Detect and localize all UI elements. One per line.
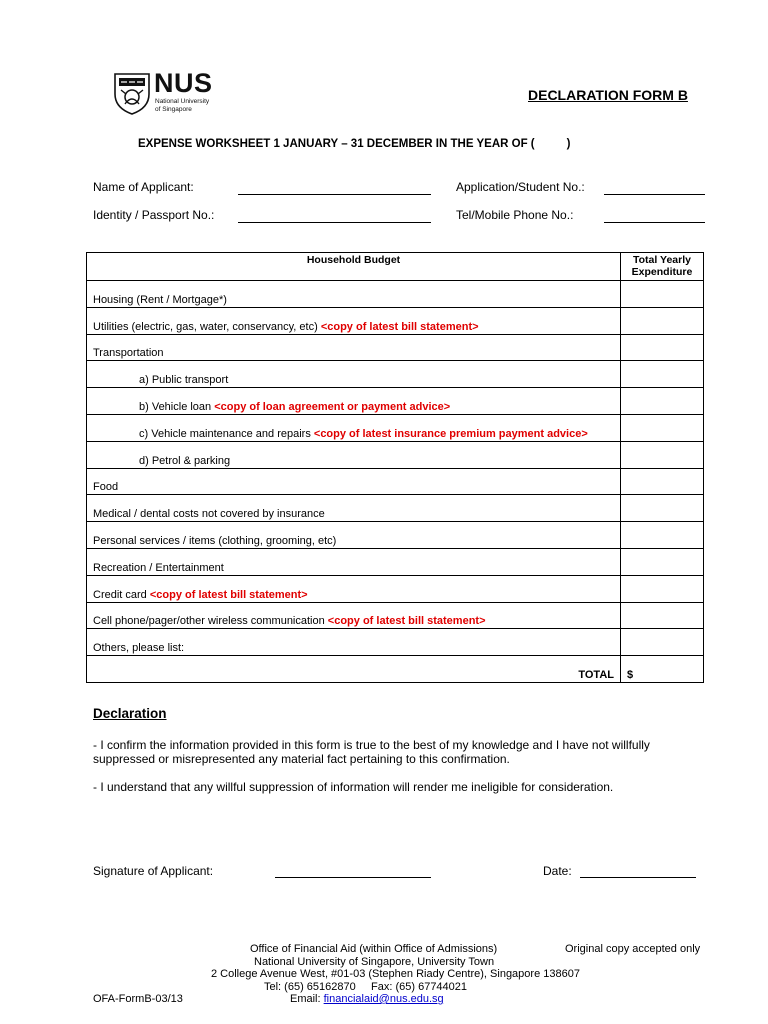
document-note: <copy of latest bill statement> bbox=[320, 320, 479, 333]
table-row bbox=[87, 388, 704, 415]
row-label: Medical / dental costs not covered by insurance bbox=[87, 495, 621, 522]
table-header-row bbox=[87, 253, 704, 281]
amount-cell[interactable] bbox=[621, 575, 704, 602]
amount-cell[interactable] bbox=[621, 414, 704, 441]
declaration-para-1: - I confirm the information provided in this form is true to the best of my knowledge and I have not willfully suppressed or misrepresented any material fact pertaining to this confirmation. bbox=[93, 738, 650, 766]
application-no-field[interactable] bbox=[604, 194, 705, 195]
amount-cell[interactable] bbox=[621, 522, 704, 549]
footer-university: National University of Singapore, University Town bbox=[254, 956, 495, 968]
nus-logo bbox=[113, 70, 223, 118]
amount-cell[interactable] bbox=[621, 548, 704, 575]
amount-cell[interactable] bbox=[621, 441, 704, 468]
footer-office: Office of Financial Aid (within Office of Admissions) bbox=[250, 943, 498, 955]
row-label: c) Vehicle maintenance and repairs <copy of latest insurance premium payment advice> bbox=[87, 414, 621, 441]
total-label: TOTAL bbox=[87, 656, 621, 683]
applicant-name-label: Name of Applicant: bbox=[93, 180, 194, 194]
row-label: Personal services / items (clothing, grooming, etc) bbox=[87, 522, 621, 549]
amount-cell[interactable] bbox=[621, 307, 704, 334]
footer-tel-fax: Tel: (65) 65162870 Fax: (65) 67744021 bbox=[264, 981, 468, 993]
table-row bbox=[87, 629, 704, 656]
document-note: <copy of loan agreement or payment advice> bbox=[214, 400, 451, 413]
table-row bbox=[87, 522, 704, 549]
amount-cell[interactable] bbox=[621, 495, 704, 522]
row-label: Food bbox=[87, 468, 621, 495]
row-label: b) Vehicle loan <copy of loan agreement or payment advice> bbox=[87, 388, 621, 415]
logo-subtitle: National University of Singapore bbox=[155, 98, 210, 113]
nus-crest-icon bbox=[113, 72, 151, 116]
amount-cell[interactable] bbox=[621, 468, 704, 495]
table-row bbox=[87, 495, 704, 522]
footer-email: Email: financialaid@nus.edu.sg bbox=[290, 993, 444, 1005]
phone-no-label: Tel/Mobile Phone No.: bbox=[456, 208, 574, 222]
date-field[interactable] bbox=[580, 877, 696, 878]
table-row bbox=[87, 414, 704, 441]
total-yearly-header: Total Yearly Expenditure bbox=[621, 253, 704, 281]
row-label: a) Public transport bbox=[87, 361, 621, 388]
amount-cell[interactable] bbox=[621, 629, 704, 656]
application-no-label: Application/Student No.: bbox=[456, 180, 585, 194]
applicant-name-field[interactable] bbox=[238, 194, 431, 195]
declaration-para-2: - I understand that any willful suppression of information will render me ineligible for consideration. bbox=[93, 780, 614, 794]
amount-cell[interactable] bbox=[621, 334, 704, 361]
total-amount-cell[interactable]: $ bbox=[621, 656, 704, 683]
amount-cell[interactable] bbox=[621, 602, 704, 629]
row-label: Cell phone/pager/other wireless communication <copy of latest bill statement> bbox=[87, 602, 621, 629]
date-label: Date: bbox=[543, 864, 572, 878]
table-row bbox=[87, 468, 704, 495]
document-note: <copy of latest bill statement> bbox=[149, 588, 308, 601]
table-row bbox=[87, 441, 704, 468]
table-row bbox=[87, 334, 704, 361]
table-row bbox=[87, 361, 704, 388]
total-row bbox=[87, 656, 704, 683]
row-label: Recreation / Entertainment bbox=[87, 548, 621, 575]
signature-field[interactable] bbox=[275, 877, 431, 878]
form-title: DECLARATION FORM B bbox=[528, 87, 688, 103]
phone-no-field[interactable] bbox=[604, 222, 705, 223]
row-label: Utilities (electric, gas, water, conservancy, etc) <copy of latest bill statement> bbox=[87, 307, 621, 334]
row-label: Housing (Rent / Mortgage*) bbox=[87, 281, 621, 308]
table-row bbox=[87, 575, 704, 602]
household-budget-table bbox=[86, 252, 704, 683]
signature-label: Signature of Applicant: bbox=[93, 864, 214, 878]
amount-cell[interactable] bbox=[621, 361, 704, 388]
footer-address: 2 College Avenue West, #01-03 (Stephen Riady Centre), Singapore 138607 bbox=[211, 968, 580, 980]
footer-form-code: OFA-FormB-03/13 bbox=[93, 993, 183, 1005]
table-row bbox=[87, 548, 704, 575]
document-note: <copy of latest insurance premium payment advice> bbox=[313, 427, 588, 440]
worksheet-title: EXPENSE WORKSHEET 1 JANUARY – 31 DECEMBER IN THE YEAR OF ( ) bbox=[138, 138, 571, 150]
row-label: Transportation bbox=[87, 334, 621, 361]
document-note: <copy of latest bill statement> bbox=[327, 615, 486, 628]
row-label: Credit card <copy of latest bill statement> bbox=[87, 575, 621, 602]
identity-no-field[interactable] bbox=[238, 222, 431, 223]
declaration-title: Declaration bbox=[93, 706, 167, 721]
amount-cell[interactable] bbox=[621, 388, 704, 415]
table-row bbox=[87, 602, 704, 629]
table-row bbox=[87, 281, 704, 308]
footer-original-copy: Original copy accepted only bbox=[565, 943, 701, 955]
household-budget-header: Household Budget bbox=[87, 253, 621, 281]
logo-wordmark: NUS bbox=[154, 68, 213, 98]
amount-cell[interactable] bbox=[621, 281, 704, 308]
table-row bbox=[87, 307, 704, 334]
identity-no-label: Identity / Passport No.: bbox=[93, 208, 215, 222]
row-label: d) Petrol & parking bbox=[87, 441, 621, 468]
row-label: Others, please list: bbox=[87, 629, 621, 656]
email-link[interactable]: financialaid@nus.edu.sg bbox=[323, 993, 444, 1005]
